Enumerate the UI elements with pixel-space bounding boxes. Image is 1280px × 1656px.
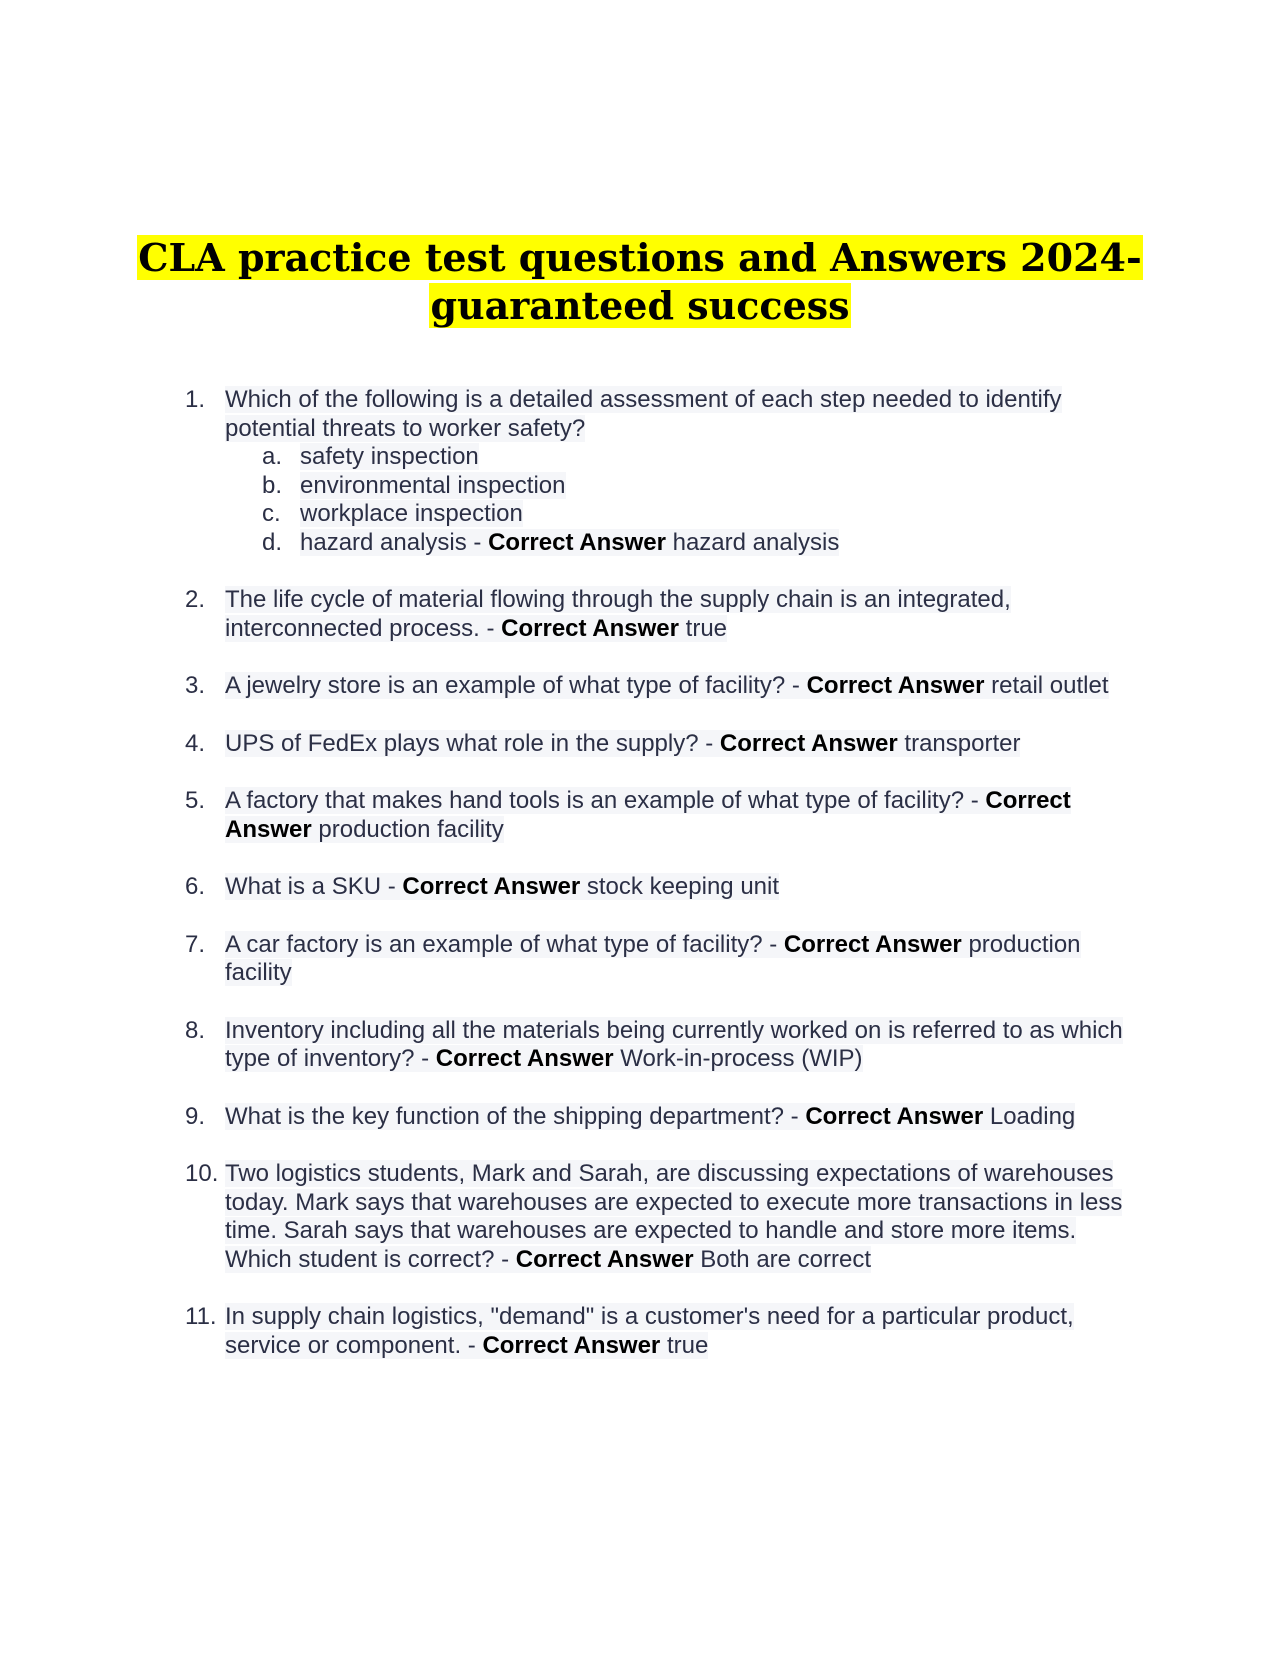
option-item bbox=[225, 529, 1125, 558]
correct-answer-label: Correct Answer bbox=[225, 787, 1071, 843]
option-letter: a. bbox=[262, 443, 283, 470]
question-item bbox=[185, 873, 1125, 902]
correct-answer-label: Correct Answer bbox=[402, 873, 581, 900]
question-number: 1. bbox=[185, 386, 206, 413]
question-number: 4. bbox=[185, 729, 206, 757]
option-text: hazard analysis - bbox=[300, 528, 489, 556]
correct-answer-label: Correct Answer bbox=[435, 1045, 614, 1072]
correct-answer-label: Correct Answer bbox=[719, 729, 898, 757]
option-item bbox=[225, 472, 1125, 501]
answer-text: Work-in-process (WIP) bbox=[620, 1045, 863, 1072]
correct-answer-label: Correct Answer bbox=[806, 672, 985, 699]
answer-text: production facility bbox=[225, 930, 1081, 986]
answer-text: retail outlet bbox=[991, 672, 1109, 699]
title-line-1: CLA practice test questions and Answers 2024- bbox=[138, 235, 1142, 280]
question-item bbox=[185, 1103, 1125, 1132]
answer-text: Loading bbox=[989, 1102, 1076, 1130]
question-text: Which of the following is a detailed assessment of each step needed to identify potential threats to worker safety? bbox=[225, 386, 1062, 442]
title-line-2: guaranteed success bbox=[430, 283, 850, 328]
answer-text: hazard analysis bbox=[672, 528, 840, 556]
question-number: 6. bbox=[185, 873, 206, 900]
question-text: What is a SKU - bbox=[225, 873, 403, 900]
question-text: A car factory is an example of what type of facility? - bbox=[225, 930, 784, 958]
question-item bbox=[185, 931, 1125, 988]
option-letter: b. bbox=[262, 471, 283, 499]
correct-answer-label: Correct Answer bbox=[515, 1245, 694, 1273]
question-number: 3. bbox=[185, 672, 206, 699]
question-number: 2. bbox=[185, 586, 206, 613]
question-list bbox=[185, 386, 1125, 1389]
answer-text: true bbox=[666, 1331, 709, 1359]
correct-answer-label: Correct Answer bbox=[501, 614, 679, 642]
option-text: safety inspection bbox=[300, 443, 479, 470]
option-text: environmental inspection bbox=[300, 471, 566, 499]
question-text: Inventory including all the materials being currently worked on is referred to as which type of inventory? - bbox=[225, 1016, 1123, 1072]
correct-answer-label: Correct Answer bbox=[488, 528, 666, 556]
answer-text: stock keeping unit bbox=[586, 873, 780, 900]
question-item bbox=[185, 1303, 1125, 1360]
question-text: What is the key function of the shipping department? - bbox=[225, 1102, 806, 1130]
question-item bbox=[185, 672, 1125, 701]
question-text: In supply chain logistics, "demand" is a customer's need for a particular product, service or component. - bbox=[225, 1303, 1074, 1359]
option-item bbox=[225, 500, 1125, 529]
question-text: UPS of FedEx plays what role in the supply? - bbox=[225, 729, 720, 757]
question-text: A jewelry store is an example of what type of facility? - bbox=[225, 672, 807, 699]
option-letter: c. bbox=[262, 500, 281, 527]
question-number: 10. bbox=[185, 1160, 219, 1187]
question-item bbox=[185, 1017, 1125, 1074]
option-item bbox=[225, 443, 1125, 472]
answer-text: transporter bbox=[904, 729, 1021, 757]
question-number: 9. bbox=[185, 1102, 206, 1130]
answer-text: Both are correct bbox=[700, 1245, 872, 1273]
answer-text: production facility bbox=[318, 815, 504, 843]
option-letter: d. bbox=[262, 528, 283, 556]
question-item bbox=[185, 586, 1125, 643]
question-number: 11. bbox=[185, 1303, 217, 1330]
correct-answer-label: Correct Answer bbox=[783, 930, 962, 958]
question-text: Two logistics students, Mark and Sarah, are discussing expectations of warehouses today. Mark says that warehouses are expected to execute more transactions in less time. Sarah says that warehouses are expected to handle and store more items. Which student is correct? - bbox=[225, 1160, 1123, 1273]
option-text: workplace inspection bbox=[300, 500, 523, 527]
question-text: A factory that makes hand tools is an example of what type of facility? - bbox=[225, 787, 986, 814]
document-title bbox=[0, 234, 1280, 330]
answer-text: true bbox=[685, 614, 728, 642]
question-text: The life cycle of material flowing through the supply chain is an integrated, interconnected process. - bbox=[225, 586, 1011, 642]
question-item bbox=[185, 1160, 1125, 1274]
question-number: 5. bbox=[185, 787, 206, 814]
question-item bbox=[185, 386, 1125, 557]
question-item bbox=[185, 730, 1125, 759]
option-list bbox=[225, 443, 1125, 557]
correct-answer-label: Correct Answer bbox=[482, 1331, 661, 1359]
question-number: 8. bbox=[185, 1016, 206, 1044]
correct-answer-label: Correct Answer bbox=[805, 1102, 984, 1130]
question-number: 7. bbox=[185, 930, 206, 958]
question-item bbox=[185, 787, 1125, 844]
